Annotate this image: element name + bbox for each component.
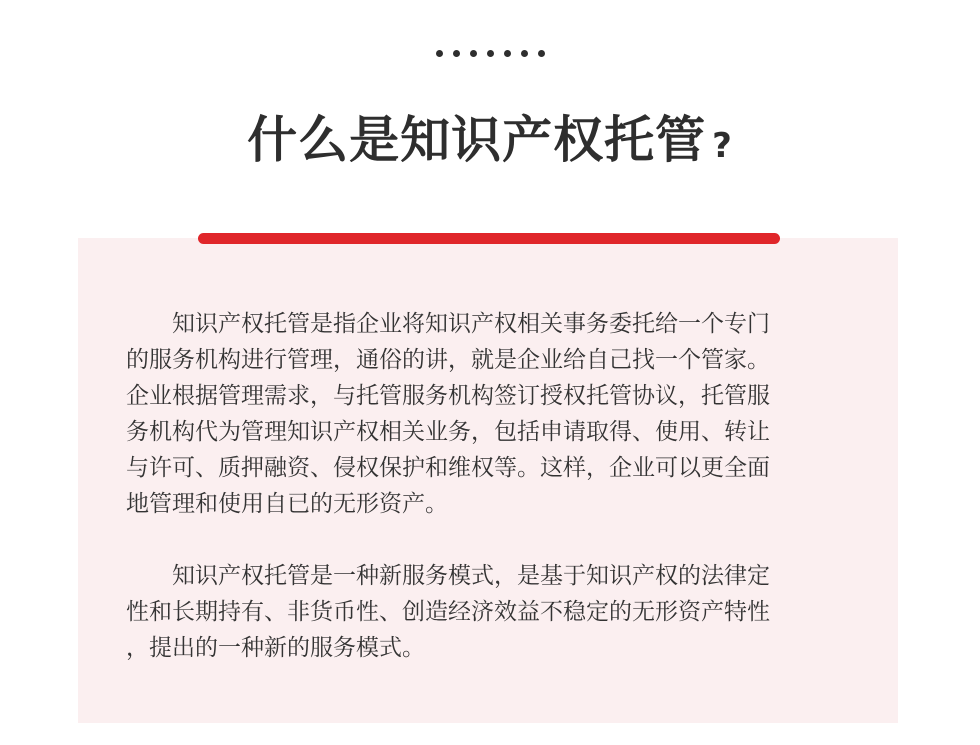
paragraph-line: 知识产权托管是指企业将知识产权相关事务委托给一个专门 [126,311,770,337]
dot-icon [470,50,477,57]
dot-icon [436,50,443,57]
page-title [0,108,980,178]
paragraph-line: 知识产权托管是一种新服务模式，是基于知识产权的法律定 [126,563,770,589]
paragraph-line: 企业根据管理需求，与托管服务机构签订授权托管协议，托管服 [126,383,770,409]
dot-icon [487,50,494,57]
paragraph-line: 务机构代为管理知识产权相关业务，包括申请取得、使用、转让 [126,419,770,445]
paragraph-service-model [126,558,834,666]
page-title-text: 什么是知识产权托管 [247,111,707,169]
dot-icon [538,50,545,57]
paragraph-line: 地管理和使用自已的无形资产。 [126,491,448,517]
paragraph-definition [126,306,834,522]
paragraph-line: 与许可、质押融资、侵权保护和维权等。这样，企业可以更全面 [126,455,770,481]
decorative-dots [0,50,980,57]
dot-icon [521,50,528,57]
paragraph-line: 性和长期持有、非货币性、创造经济效益不稳定的无形资产特性 [126,599,770,625]
page-title-question-mark: ? [712,126,733,166]
paragraph-line: 的服务机构进行管理，通俗的讲，就是企业给自己找一个管家。 [126,347,770,373]
dot-icon [453,50,460,57]
paragraph-line: ，提出的一种新的服务模式。 [126,635,425,661]
accent-bar [198,233,780,244]
dot-icon [504,50,511,57]
